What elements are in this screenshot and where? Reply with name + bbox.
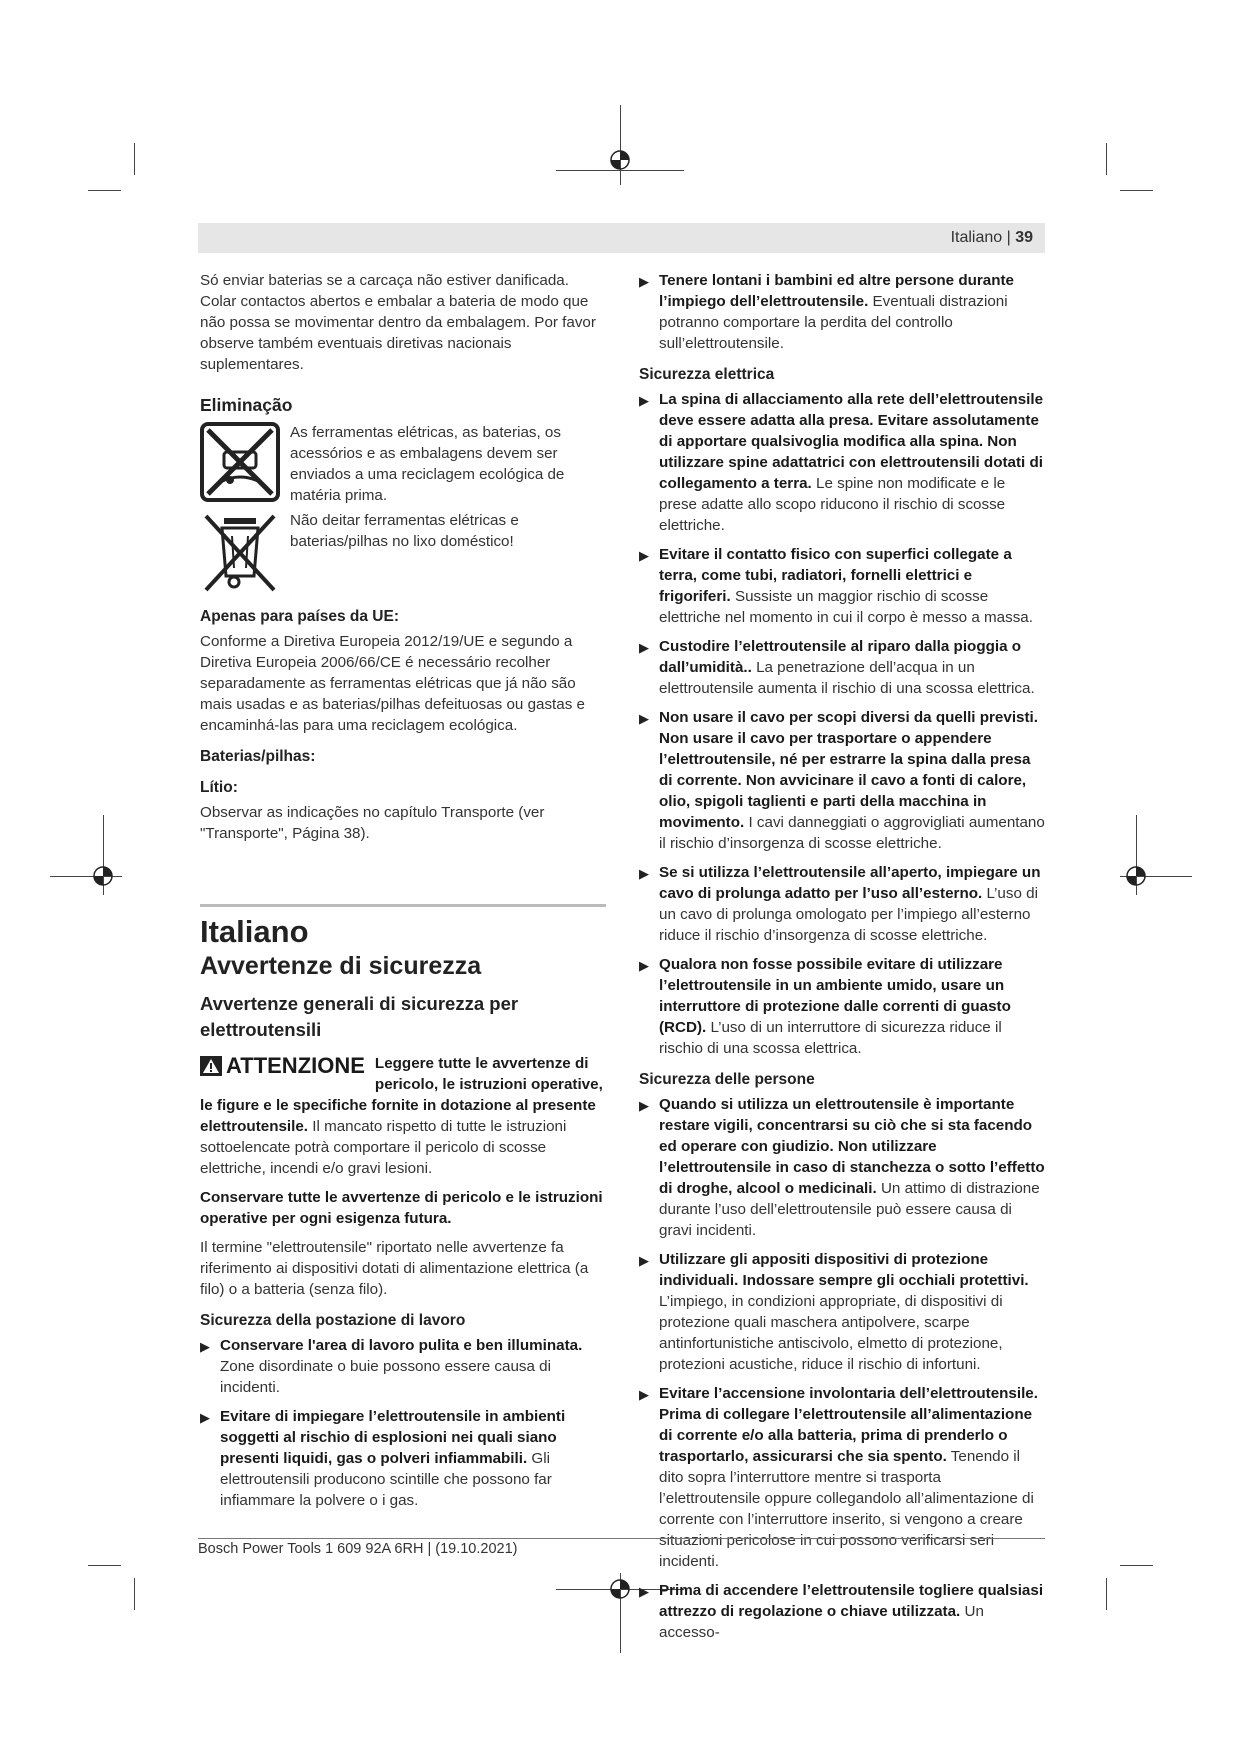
list-item: ▶ Non usare il cavo per scopi diversi da quelli previsti. Non usare il cavo per trasportare o appendere l’elettroutensile, né per estrarre la spina dalla presa di corrente. Non avvicinare il cavo a fonti di calore, olio, spigoli taglienti e parti della macchina in movimento. I cavi danneggiati o aggrovigliati aumentano il rischio d’insorgenza di scosse elettriche. [639, 709, 1045, 852]
header-text: Italiano | 39 [950, 229, 1033, 246]
header-language: Italiano [950, 229, 1003, 246]
elim-text-1: As ferramentas elétricas, as baterias, os acessórios e as embalagens devem ser enviados a uma reciclagem ecológica de matéria prima. [290, 424, 565, 504]
disposal-block [200, 422, 606, 506]
crop-mark [1120, 190, 1153, 191]
intro-paragraph: Só enviar baterias se a carcaça não estiver danificada. Colar contactos abertos e embalar a bateria de modo que não possa se movimentar dentro da embalagem. Por favor observe também eventuais diretivas nacionais suplementares. [200, 272, 596, 373]
crop-mark [1120, 1565, 1153, 1566]
attention-block [200, 1053, 606, 1179]
bullet-arrow-icon: ▶ [639, 548, 649, 563]
page-header [198, 223, 1045, 253]
crop-mark [88, 190, 121, 191]
registration-mark-icon [92, 865, 114, 887]
section-divider [200, 904, 606, 907]
warning-icon [200, 1056, 222, 1076]
footer-text: Bosch Power Tools 1 609 92A 6RH | (19.10.2021) [198, 1541, 518, 1557]
bullet-arrow-icon: ▶ [639, 1584, 649, 1599]
ue-paragraph: Conforme a Diretiva Europeia 2012/19/UE e segundo a Diretiva Europeia 2006/66/CE é necessário recolher separadamente as ferramentas elétricas que já não são mais usadas e as baterias/pilhas defeituosas ou gastas e encaminhá-las para uma reciclagem ecológica. [200, 633, 585, 734]
attention-label: ATTENZIONE [226, 1053, 365, 1078]
list-item: ▶ La spina di allacciamento alla rete dell’elettroutensile deve essere adatta alla presa. Evitare assolutamente di apportare qualsivoglia modifica alla spina. Non utilizzare spine adattatrici con elettroutensili dotati di collegamento a terra. Le spine non modificate e le prese adatte allo scopo riducono il rischio di scosse elettriche. [639, 391, 1044, 534]
bullet-arrow-icon: ▶ [639, 393, 649, 408]
term-paragraph: Il termine "elettroutensile" riportato nelle avvertenze fa riferimento ai dispositivi dotati di alimentazione elettrica (a filo) o a batteria (senza filo). [200, 1239, 589, 1298]
list-item: ▶ Evitare il contatto fisico con superfici collegate a terra, come tubi, radiatori, fornelli elettrici e frigoriferi. Sussiste un maggior rischio di scosse elettriche nel momento in cui il corpo è messo a massa. [639, 546, 1033, 626]
crop-mark [134, 143, 135, 175]
crop-mark [1106, 143, 1107, 175]
ue-heading: Apenas para países da UE: [200, 608, 399, 625]
bullet-arrow-icon: ▶ [639, 1098, 649, 1113]
list-item: ▶ Qualora non fosse possibile evitare di utilizzare l’elettroutensile in un ambiente umido, usare un interruttore di protezione dalle correnti di guasto (RCD). L’uso di un interruttore di sicurezza riduce il rischio di una scossa elettrica. [639, 956, 1011, 1057]
safety-heading: Avvertenze di sicurezza [200, 952, 482, 980]
footer-rule [198, 1538, 1045, 1539]
personal-safety-heading: Sicurezza delle persone [639, 1071, 815, 1088]
batteries-heading: Baterias/pilhas: [200, 748, 316, 765]
bullet-arrow-icon: ▶ [639, 866, 649, 881]
lithium-heading: Lítio: [200, 779, 238, 796]
crossed-bin-icon [200, 510, 280, 596]
bullet-arrow-icon: ▶ [200, 1339, 210, 1354]
attention-rest: Il mancato rispetto di tutte le istruzioni sottoelencate potrà comportare il pericolo di scosse elettriche, incendi e/o gravi lesioni. [200, 1118, 567, 1177]
left-column [200, 270, 606, 1519]
registration-mark-icon [609, 149, 631, 171]
electrical-safety-heading: Sicurezza elettrica [639, 366, 775, 383]
bullet-arrow-icon: ▶ [639, 274, 649, 289]
registration-line [620, 105, 621, 185]
bullet-arrow-icon: ▶ [639, 1387, 649, 1402]
elim-heading: Eliminação [200, 395, 293, 415]
crop-mark [134, 1578, 135, 1610]
list-item: ▶ Custodire l’elettroutensile al riparo dalla pioggia o dall’umidità.. La penetrazione dell’acqua in un elettroutensile aumenta il rischio di una scossa elettrica. [639, 638, 1035, 697]
list-item: ▶ Evitare di impiegare l’elettroutensile in ambienti soggetti al rischio di esplosioni nei quali siano presenti liquidi, gas o polveri infiammabili. Gli elettroutensili producono scintille che possono far infiammare la polvere o i gas. [200, 1408, 566, 1509]
bullet-arrow-icon: ▶ [639, 711, 649, 726]
bullet-arrow-icon: ▶ [200, 1410, 210, 1425]
bullet-arrow-icon: ▶ [639, 958, 649, 973]
italiano-heading: Italiano [200, 914, 309, 949]
elim-text-2: Não deitar ferramentas elétricas e baterias/pilhas no lixo doméstico! [290, 512, 519, 550]
attention-badge [200, 1055, 365, 1076]
registration-mark-icon [609, 1578, 631, 1600]
recycling-icon [200, 422, 280, 502]
page-number: 39 [1015, 229, 1033, 246]
list-item: ▶ Tenere lontani i bambini ed altre persone durante l’impiego dell’elettroutensile. Eventuali distrazioni potranno comportare la perdita del controllo sull’elettroutensile. [639, 272, 1015, 352]
crop-mark [88, 1565, 121, 1566]
crop-mark [1106, 1578, 1107, 1610]
registration-mark-icon [1125, 865, 1147, 887]
bullet-arrow-icon: ▶ [639, 640, 649, 655]
list-item: ▶ Evitare l’accensione involontaria dell’elettroutensile. Prima di collegare l’elettroutensile all’alimentazione di corrente e/o alla batteria, prima di prenderlo o trasportarlo, assicurarsi che sia spento. Tenendo il dito sopra l’interruttore mentre si trasporta l’elettroutensile oppure collegandolo all’alimentazione di corrente con l’interruttore inserito, si vengono a creare situazioni pericolose in cui possono verificarsi seri incidenti. [639, 1385, 1038, 1570]
list-item: ▶ Se si utilizza l’elettroutensile all’aperto, impiegare un cavo di prolunga adatto per l’uso all’esterno. L’uso di un cavo di prolunga omologato per l’impiego all’esterno riduce il rischio d’insorgenza di scosse elettriche. [639, 864, 1041, 944]
conserve-bold: Conservare tutte le avvertenze di pericolo e le istruzioni operative per ogni esigenza futura. [200, 1189, 603, 1227]
workplace-heading: Sicurezza della postazione di lavoro [200, 1312, 466, 1329]
list-item: ▶ Utilizzare gli appositi dispositivi di protezione individuali. Indossare sempre gli occhiali protettivi. L’impiego, in condizioni appropriate, di dispositivi di protezione quali maschera antipolvere, scarpe antinfortunistiche antiscivolo, elmetto di protezione, protezioni acustiche, riduce il rischio di infortuni. [639, 1251, 1029, 1373]
disposal-block [200, 510, 606, 596]
lithium-paragraph: Observar as indicações no capítulo Transporte (ver "Transporte", Página 38). [200, 804, 545, 842]
general-safety-heading: Avvertenze generali di sicurezza per elettroutensili [200, 993, 519, 1040]
bullet-arrow-icon: ▶ [639, 1253, 649, 1268]
list-item: ▶ Conservare l'area di lavoro pulita e ben illuminata. Zone disordinate o buie possono essere causa di incidenti. [200, 1337, 583, 1396]
right-column [639, 270, 1045, 1651]
list-item: ▶ Prima di accendere l’elettroutensile togliere qualsiasi attrezzo di regolazione o chiave utilizzata. Un accesso- [639, 1582, 1044, 1641]
list-item: ▶ Quando si utilizza un elettroutensile è importante restare vigili, concentrarsi su ciò che si sta facendo ed operare con giudizio. Non utilizzare l’elettroutensile in caso di stanchezza o sotto l’effetto di droghe, alcool o medicinali. Un attimo di distrazione durante l’uso dell’elettroutensile può essere causa di gravi incidenti. [639, 1096, 1045, 1239]
attention-bold: Leggere tutte le avvertenze di pericolo, le istruzioni operative, le figure e le specifiche fornite in dotazione al presente elettroutensile. [200, 1055, 603, 1135]
